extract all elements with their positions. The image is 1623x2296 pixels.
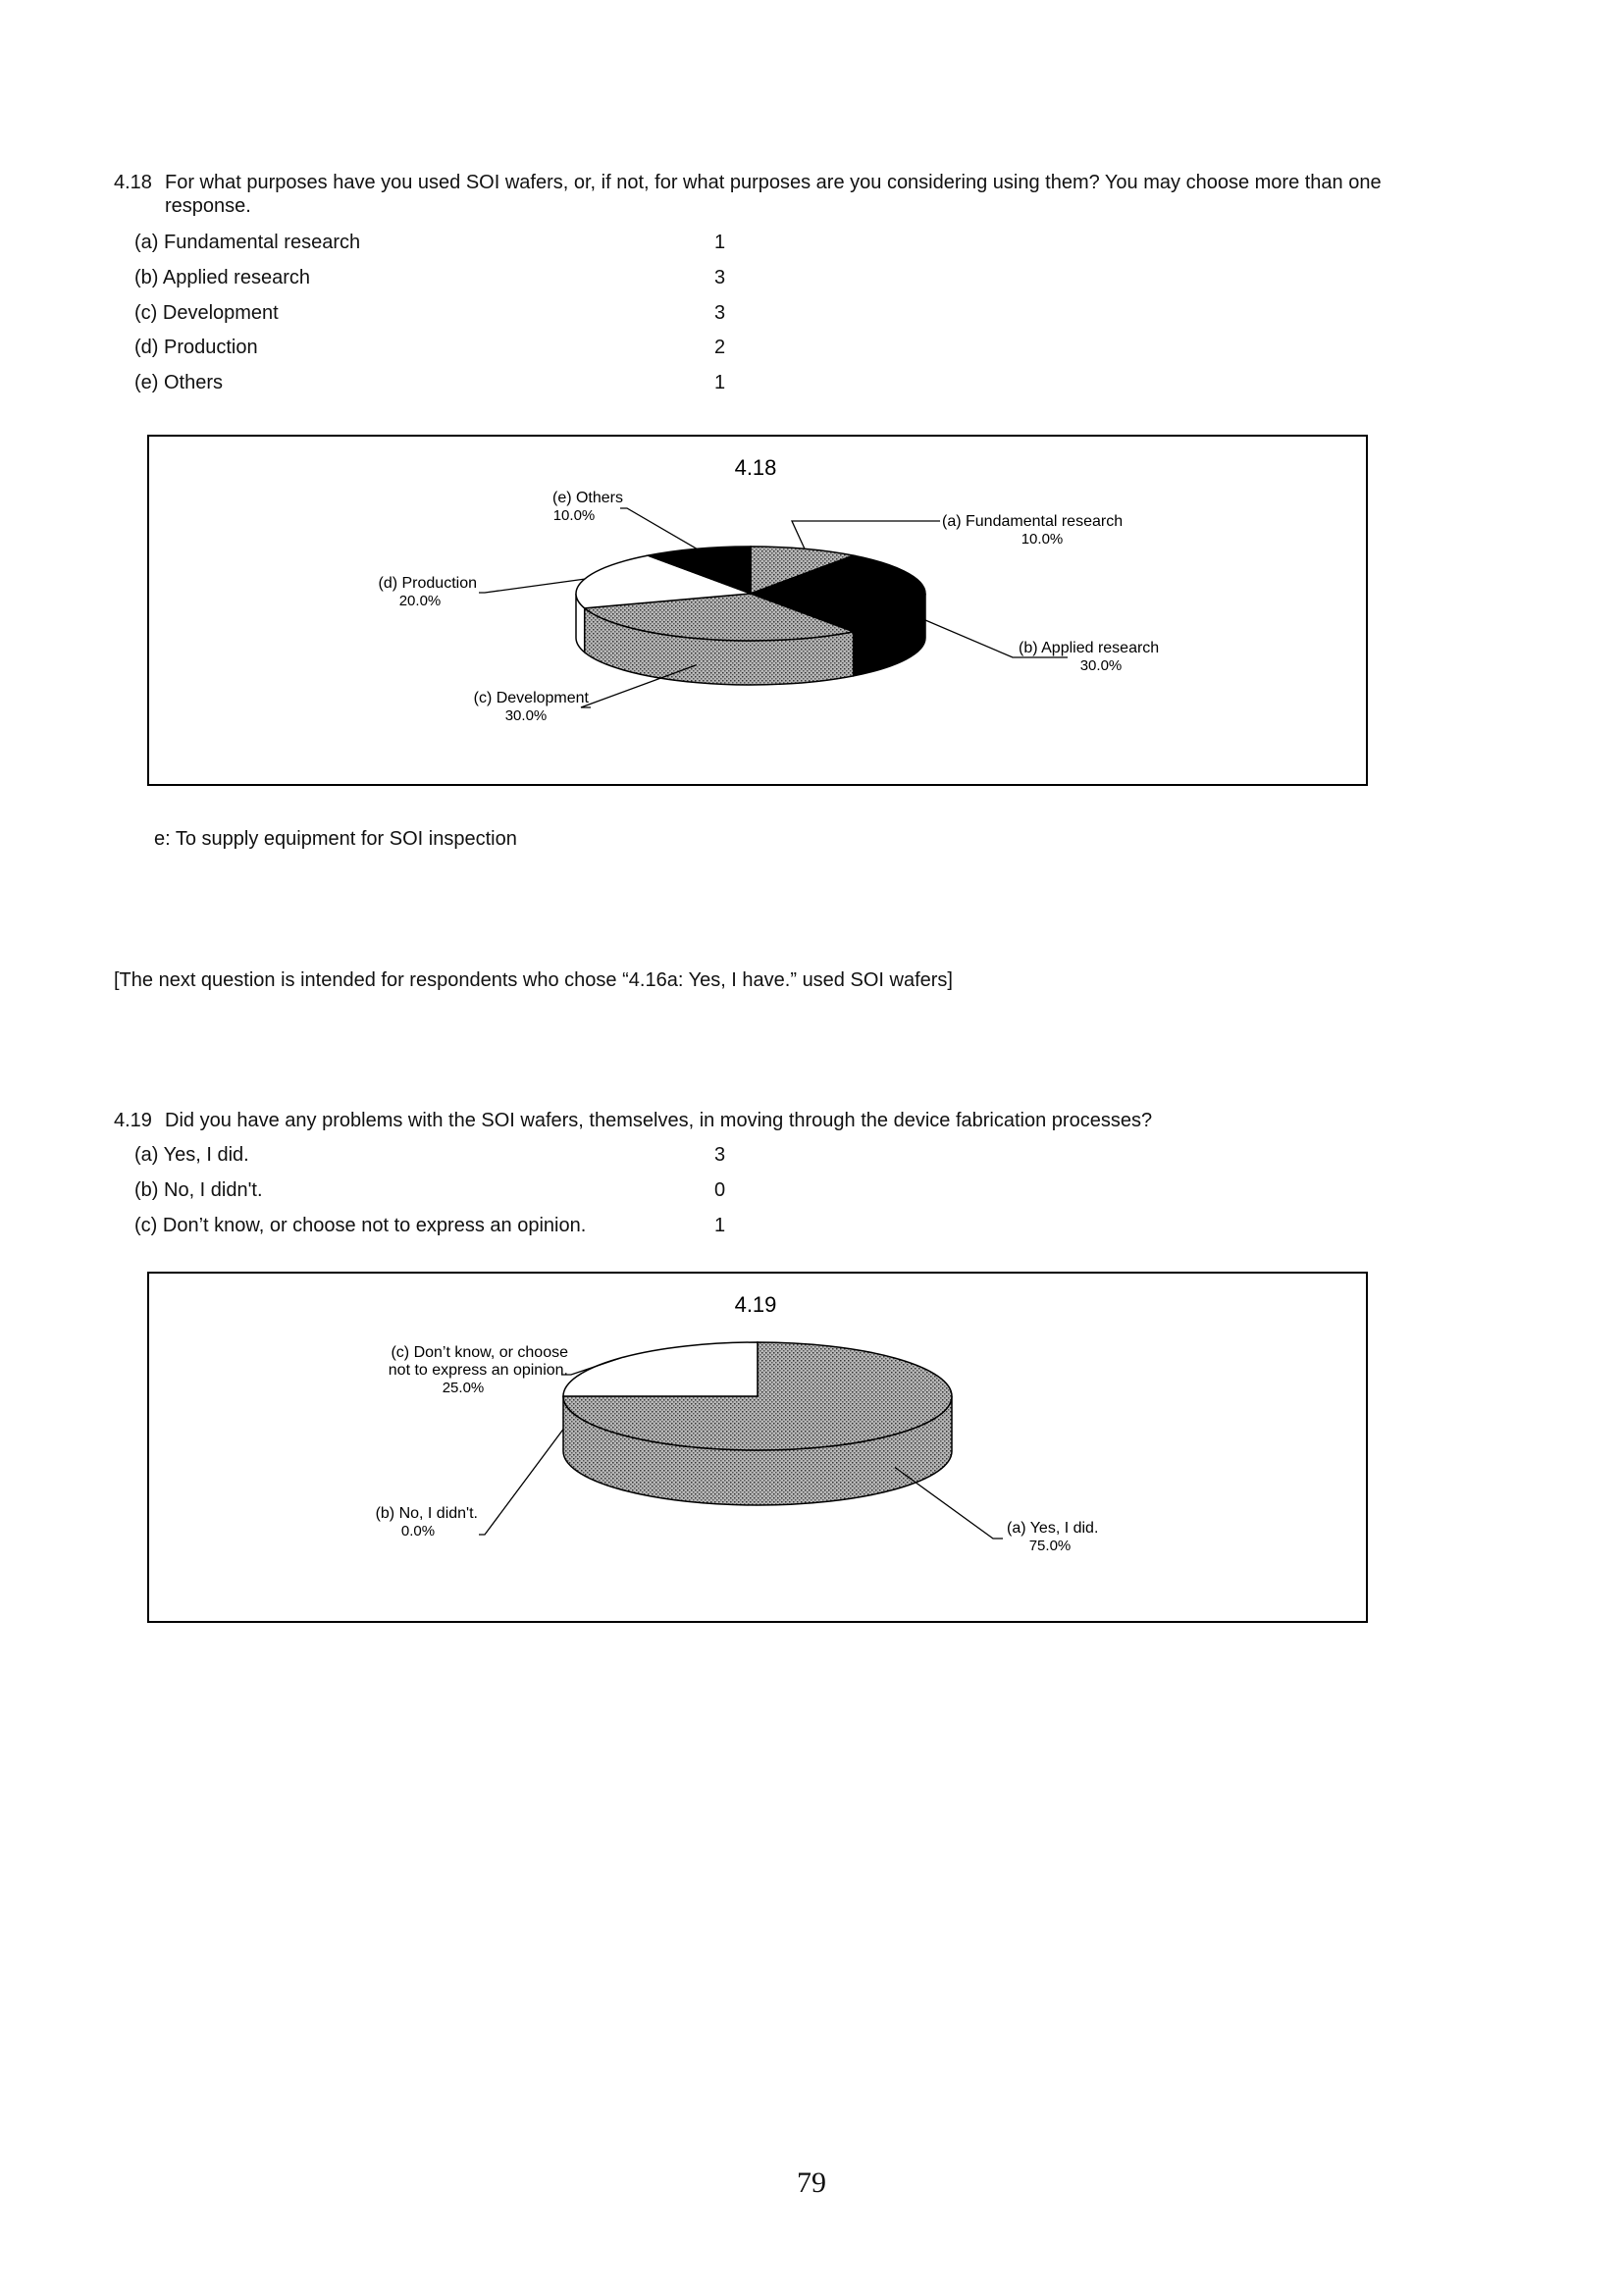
slice-label: (c) Don’t know, or choose [391, 1344, 568, 1361]
slice-percent: 30.0% [504, 707, 548, 724]
option-count: 3 [714, 1144, 726, 1166]
option-label: (b) Applied research [134, 267, 310, 288]
option-count: 1 [714, 372, 726, 393]
option-label: (a) Fundamental research [134, 232, 361, 253]
slice-label: (a) Yes, I did. [1007, 1520, 1099, 1537]
option-label: (e) Others [134, 372, 224, 393]
slice-percent: 10.0% [552, 507, 596, 524]
intro-text: [The next question is intended for respondents who chose “4.16a: Yes, I have.” used SOI wafers] [114, 969, 953, 991]
leader-line [792, 521, 940, 548]
pie-slice-c-don-t-know-or-choose-not-to-express-an-opinion [563, 1342, 758, 1396]
option-label: (d) Production [134, 337, 258, 358]
slice-percent: 30.0% [1079, 657, 1123, 674]
slice-percent: 25.0% [442, 1380, 485, 1396]
chart-title: 4.19 [734, 1292, 777, 1317]
chart-4-19 [147, 1272, 1368, 1623]
option-count: 1 [714, 1215, 726, 1236]
question-4-18 [114, 171, 1488, 220]
question-text: Did you have any problems with the SOI wafers, themselves, in moving through the device fabrication processes? [165, 1110, 1153, 1131]
chart-title: 4.18 [734, 455, 777, 480]
slice-percent: 75.0% [1028, 1538, 1072, 1554]
option-count: 0 [714, 1179, 726, 1201]
option-label: (c) Development [134, 302, 279, 324]
pie-chart-4-18 [149, 437, 1366, 784]
slice-label: (b) No, I didn't. [375, 1505, 478, 1522]
slice-label: (c) Development [473, 690, 589, 706]
slice-label: not to express an opinion. [388, 1362, 568, 1379]
note-others: e: To supply equipment for SOI inspection [154, 828, 517, 850]
pie-chart-4-19 [149, 1274, 1366, 1621]
option-count: 3 [714, 267, 726, 288]
slice-label: (a) Fundamental research [942, 513, 1124, 530]
option-count: 3 [714, 302, 726, 324]
slice-label: (b) Applied research [1019, 640, 1160, 656]
option-count: 1 [714, 232, 726, 253]
question-4-19 [114, 1109, 1488, 1134]
option-label: (a) Yes, I did. [134, 1144, 249, 1166]
option-label: (b) No, I didn't. [134, 1179, 263, 1201]
leader-line [479, 579, 585, 593]
slice-percent: 0.0% [400, 1523, 436, 1539]
leader-line [620, 508, 697, 548]
slice-percent: 10.0% [1021, 531, 1064, 548]
page-number: 79 [797, 2166, 826, 2199]
question-number: 4.18 [114, 172, 152, 193]
chart-4-18 [147, 435, 1368, 786]
question-number: 4.19 [114, 1110, 152, 1131]
slice-percent: 20.0% [398, 593, 442, 609]
option-count: 2 [714, 337, 726, 358]
option-label: (c) Don’t know, or choose not to express an opinion. [134, 1215, 587, 1236]
question-text: For what purposes have you used SOI wafers, or, if not, for what purposes are you considering using them? You may choose more than one response. [165, 172, 1382, 217]
slice-label: (e) Others [551, 490, 623, 506]
leader-line [479, 1430, 563, 1535]
slice-label: (d) Production [378, 575, 477, 592]
